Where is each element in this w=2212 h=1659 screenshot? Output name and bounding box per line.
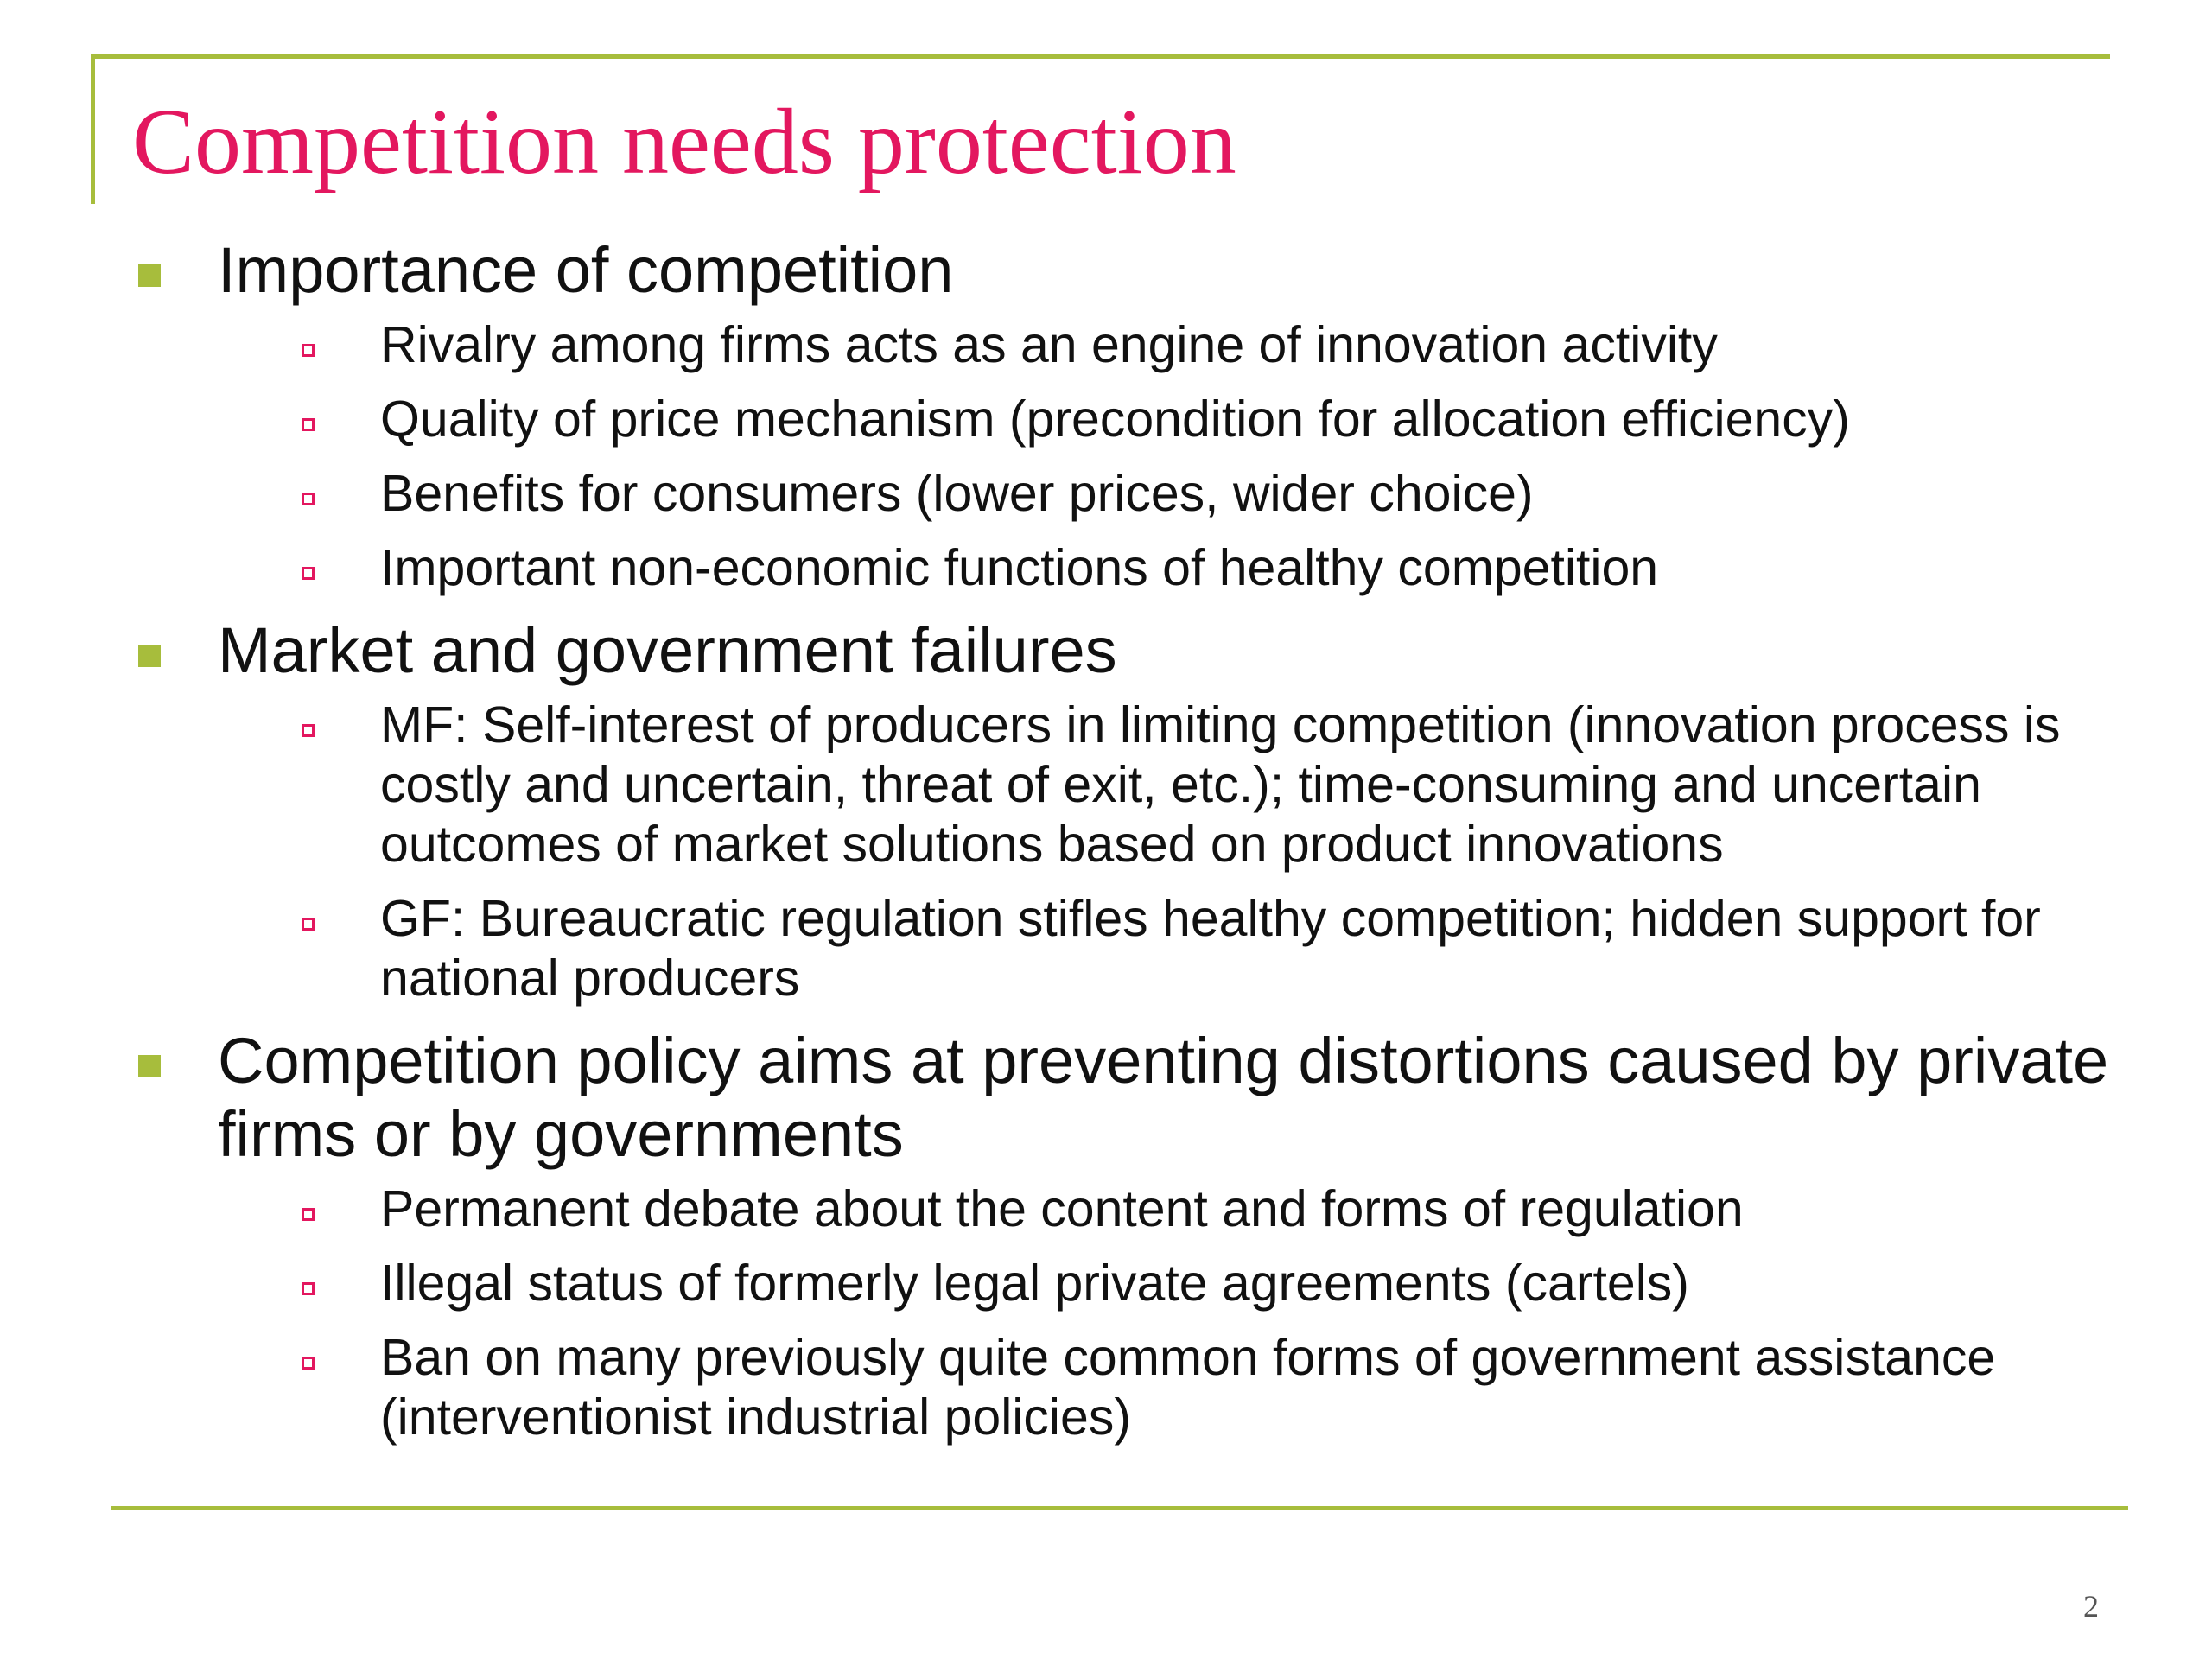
sub-bullet	[300, 315, 2117, 375]
square-bullet-icon	[138, 264, 161, 287]
sub-bullet-list	[218, 696, 2117, 1008]
bullet-text: Market and government failures	[218, 614, 1117, 686]
sub-bullet	[300, 538, 2117, 598]
hollow-square-bullet-icon	[302, 344, 315, 357]
sub-bullet-text: MF: Self-interest of producers in limiting competition (innovation process is costly and uncertain, threat of exit, etc.); time-consuming and uncertain outcomes of market solutions based on product innovations	[380, 696, 2061, 873]
bullet-market-and-government-failures	[130, 613, 2117, 1008]
sub-bullet-text: Permanent debate about the content and forms of regulation	[380, 1180, 1744, 1237]
sub-bullet-text: Illegal status of formerly legal private agreements (cartels)	[380, 1255, 1689, 1312]
sub-bullet	[300, 1179, 2117, 1239]
slide-frame-top-rule	[91, 54, 2110, 59]
sub-bullet-text: Ban on many previously quite common forms of government assistance (interventionist industrial policies)	[380, 1329, 1996, 1446]
bullet-text: Importance of competition	[218, 234, 954, 306]
bullet-importance-of-competition	[130, 233, 2117, 598]
hollow-square-bullet-icon	[302, 1208, 315, 1221]
hollow-square-bullet-icon	[302, 1282, 315, 1295]
sub-bullet-text: Benefits for consumers (lower prices, wider choice)	[380, 465, 1534, 522]
hollow-square-bullet-icon	[302, 918, 315, 931]
sub-bullet	[300, 889, 2117, 1008]
sub-bullet-text: Quality of price mechanism (precondition for allocation efficiency)	[380, 391, 1850, 448]
sub-bullet-text: GF: Bureaucratic regulation stifles healthy competition; hidden support for national producers	[380, 890, 2041, 1007]
hollow-square-bullet-icon	[302, 1357, 315, 1370]
hollow-square-bullet-icon	[302, 724, 315, 737]
slide-content	[130, 233, 2117, 1447]
sub-bullet-list	[218, 1179, 2117, 1447]
sub-bullet-list	[218, 315, 2117, 598]
sub-bullet	[300, 1254, 2117, 1313]
slide-title: Competition needs protection	[132, 91, 1236, 194]
sub-bullet	[300, 390, 2117, 449]
square-bullet-icon	[138, 1055, 161, 1077]
hollow-square-bullet-icon	[302, 418, 315, 431]
square-bullet-icon	[138, 645, 161, 667]
bullet-text: Competition policy aims at preventing distortions caused by private firms or by governments	[218, 1025, 2109, 1170]
slide-frame-bottom-rule	[111, 1506, 2128, 1510]
sub-bullet-text: Important non-economic functions of healthy competition	[380, 539, 1659, 596]
hollow-square-bullet-icon	[302, 567, 315, 580]
sub-bullet	[300, 1328, 2117, 1447]
hollow-square-bullet-icon	[302, 493, 315, 505]
sub-bullet	[300, 696, 2117, 874]
sub-bullet	[300, 464, 2117, 524]
slide-frame-left-rule	[91, 54, 95, 204]
sub-bullet-text: Rivalry among firms acts as an engine of innovation activity	[380, 316, 1718, 373]
bullet-competition-policy	[130, 1024, 2117, 1447]
page-number: 2	[2083, 1589, 2099, 1624]
